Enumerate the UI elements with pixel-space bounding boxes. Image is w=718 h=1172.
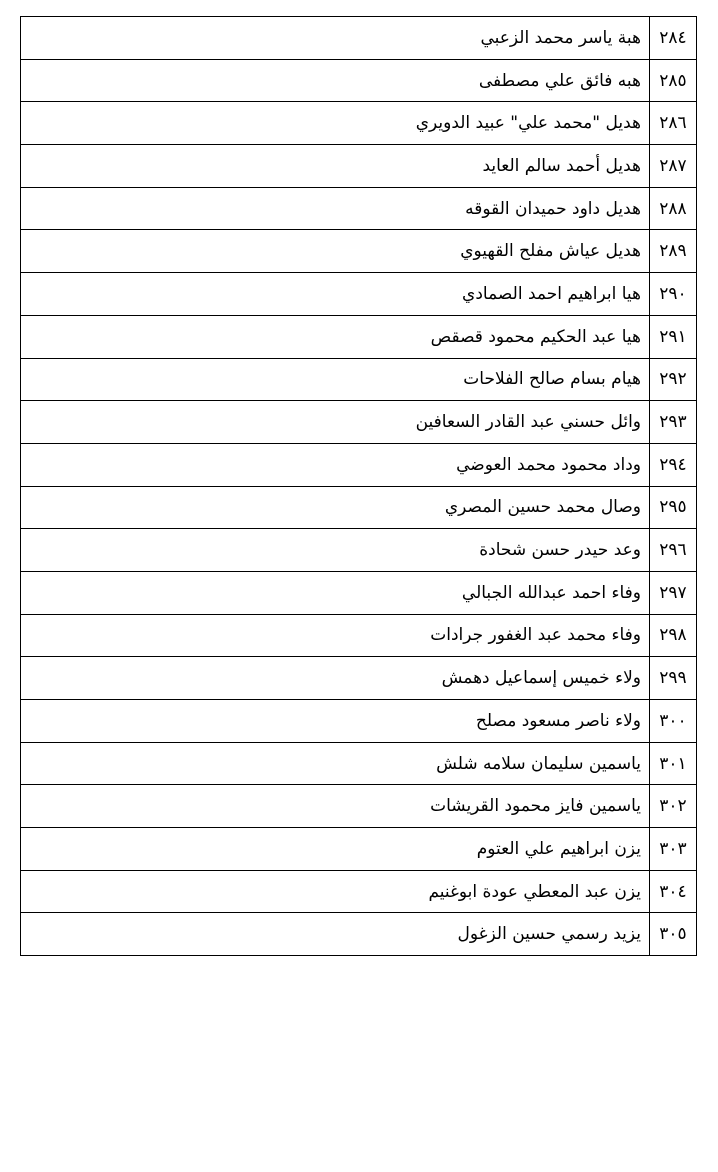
table-row [21,315,697,358]
row-number: ٣٠١ [650,742,697,785]
person-name: ياسمين سليمان سلامه شلش [21,742,650,785]
person-name: هديل عياش مفلح القهيوي [21,230,650,273]
table-row [21,828,697,871]
row-number: ٣٠٠ [650,700,697,743]
row-number: ٢٩٢ [650,358,697,401]
row-number: ٣٠٤ [650,870,697,913]
table-row [21,742,697,785]
person-name: يزن عبد المعطي عودة ابوغنيم [21,870,650,913]
table-row [21,102,697,145]
table-row [21,187,697,230]
person-name: يزيد رسمي حسين الزغول [21,913,650,956]
person-name: وفاء محمد عبد الغفور جرادات [21,614,650,657]
table-row [21,401,697,444]
row-number: ٢٩٩ [650,657,697,700]
row-number: ٢٨٨ [650,187,697,230]
person-name: هيا ابراهيم احمد الصمادي [21,273,650,316]
row-number: ٢٩٤ [650,443,697,486]
person-name: ولاء ناصر مسعود مصلح [21,700,650,743]
row-number: ٣٠٣ [650,828,697,871]
table-row [21,614,697,657]
person-name: وفاء احمد عبدالله الجبالي [21,571,650,614]
person-name: ولاء خميس إسماعيل دهمش [21,657,650,700]
table-row [21,358,697,401]
person-name: هيام بسام صالح الفلاحات [21,358,650,401]
person-name: هديل أحمد سالم العايد [21,145,650,188]
table-row [21,59,697,102]
row-number: ٢٩٠ [650,273,697,316]
person-name: وعد حيدر حسن شحادة [21,529,650,572]
table-row [21,571,697,614]
row-number: ٣٠٢ [650,785,697,828]
row-number: ٢٩٦ [650,529,697,572]
table-row [21,657,697,700]
names-table [20,16,697,956]
row-number: ٢٩٨ [650,614,697,657]
person-name: هديل "محمد علي" عبيد الدويري [21,102,650,145]
row-number: ٢٨٥ [650,59,697,102]
row-number: ٢٩٣ [650,401,697,444]
row-number: ٣٠٥ [650,913,697,956]
row-number: ٢٨٩ [650,230,697,273]
person-name: هيا عبد الحكيم محمود قصقص [21,315,650,358]
row-number: ٢٩٧ [650,571,697,614]
names-table-body [21,17,697,956]
row-number: ٢٨٧ [650,145,697,188]
table-row [21,443,697,486]
table-row [21,913,697,956]
row-number: ٢٩٥ [650,486,697,529]
person-name: يزن ابراهيم علي العتوم [21,828,650,871]
table-row [21,230,697,273]
person-name: وداد محمود محمد العوضي [21,443,650,486]
person-name: هبة ياسر محمد الزعبي [21,17,650,60]
person-name: ياسمين فايز محمود القريشات [21,785,650,828]
table-row [21,700,697,743]
table-row [21,273,697,316]
table-row [21,785,697,828]
table-row [21,529,697,572]
table-row [21,17,697,60]
names-table-container [20,16,697,956]
person-name: وائل حسني عبد القادر السعافين [21,401,650,444]
row-number: ٢٨٤ [650,17,697,60]
row-number: ٢٨٦ [650,102,697,145]
table-row [21,486,697,529]
person-name: هبه فائق علي مصطفى [21,59,650,102]
person-name: وصال محمد حسين المصري [21,486,650,529]
table-row [21,145,697,188]
person-name: هديل داود حميدان القوقه [21,187,650,230]
row-number: ٢٩١ [650,315,697,358]
table-row [21,870,697,913]
